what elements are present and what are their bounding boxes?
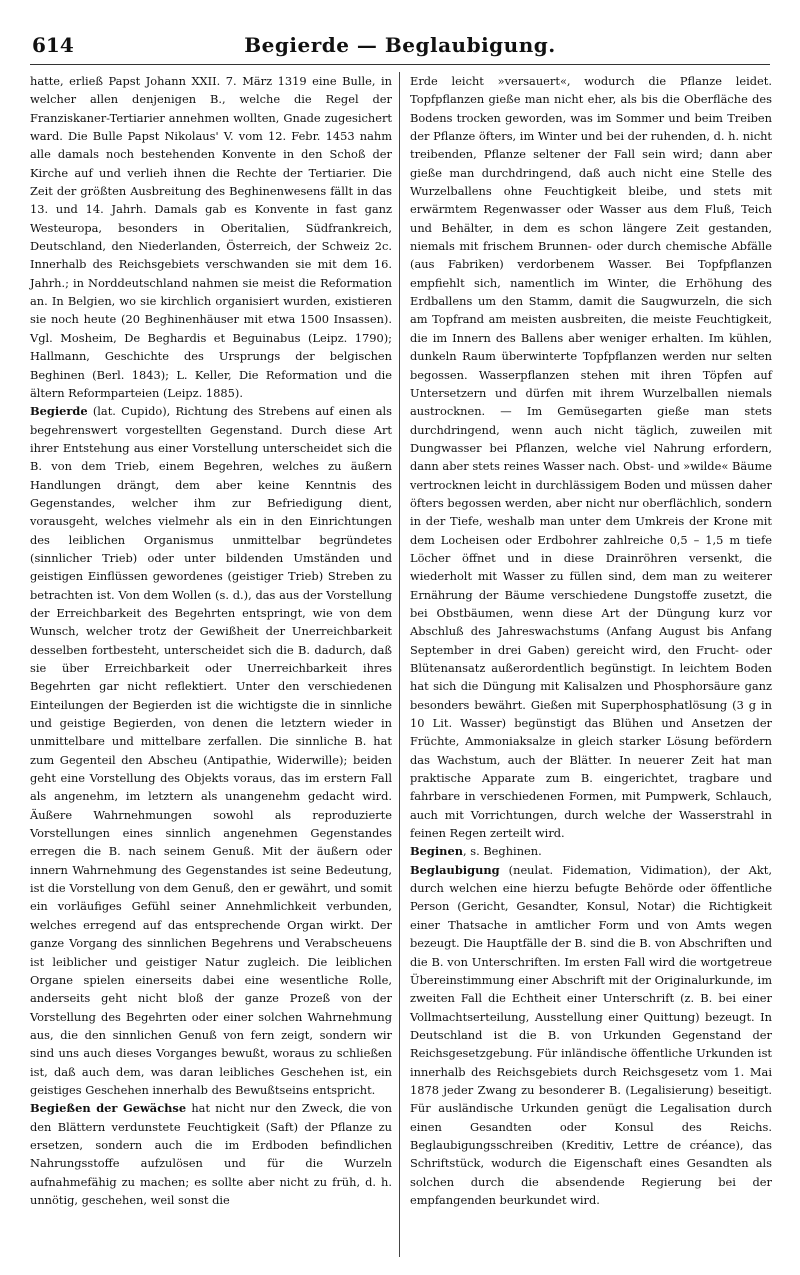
left-column — [30, 72, 392, 1209]
article-beghinen-continued: hatte, erließ Papst Johann XXII. 7. März 1319 eine Bulle, in welcher allen denjenigen B., welche die Regel der Franziskaner-Tertiarier annehmen wollten, Gnade zugesichert ward. Die Bulle Papst Nikolaus' V. vom 12. Febr. 1453 nahm alle damals noch bestehenden Konvente in den Schoß der Kirche auf und verlieh ihnen die Rechte der Tertiarier. Die Zeit der größten Ausbreitung des Beghinenwesens fällt in das 13. und 14. Jahrh. Damals gab es Konvente in fast ganz Westeuropa, besonders in Oberitalien, Südfrankreich, Deutschland, den Niederlanden, Österreich, der Schweiz 2c. Innerhalb des Reichsgebiets verschwanden sie mit dem 16. Jahrh.; in Norddeutschland nahmen sie meist die Reformation an. In Belgien, wo sie kirchlich organisiert wurden, existieren sie noch heute (20 Beghinenhäuser mit etwa 1500 Insassen). Vgl. Mosheim, De Beghardis et Beguinabus (Leipz. 1790); Hallmann, Geschichte des Ursprungs der belgischen Beghinen (Berl. 1843); L. Keller, Die Reformation und die ältern Reformparteien (Leipz. 1885). — [30, 74, 392, 400]
article-beglaubigung — [410, 861, 772, 1210]
lemma-beginen: Beginen — [410, 844, 463, 859]
article-begiessen — [30, 1099, 392, 1209]
right-column — [410, 72, 772, 1209]
column-divider — [399, 72, 400, 1257]
text-beginen: , s. Beghinen. — [462, 844, 542, 859]
text-beglaubigung: (neulat. Fidemation, Vidimation), der Akt, durch welchen eine hierzu befugte Behörde oder öffentliche Person (Gericht, Gesandter, Konsul, Notar) die Richtigkeit einer Thatsache in amtlicher Form und von Amts wegen bezeugt. Die Hauptfälle der B. sind die B. von Abschriften und die B. von Unterschriften. Im ersten Fall wird die wortgetreue Übereinstimmung einer Abschrift mit der Originalurkunde, im zweiten Fall die Echtheit einer Unterschrift (z. B. bei einer Vollmachtserteilung, Ausstellung einer Quittung) bezeugt. In Deutschland ist die B. von Urkunden Gegenstand der Reichsgesetzgebung. Für inländische öffentliche Urkunden ist innerhalb des Reichsgebiets durch Reichsgesetz vom 1. Mai 1878 jeder Zwang zu besonderer B. (Legalisierung) beseitigt. Für ausländische Urkunden genügt die Legalisation durch einen Gesandten oder Konsul des Reichs. Beglaubigungsschreiben (Kreditiv, Lettre de créance), das Schriftstück, wodurch die Eigenschaft eines Gesandten als solchen durch die absendende Regierung bei der empfangenden beurkundet wird. — [410, 862, 772, 1207]
article-begiessen-continued: Erde leicht »versauert«, wodurch die Pflanze leidet. Topfpflanzen gieße man nicht eher, als bis die Oberfläche des Bodens trocken geworden, was im Sommer und beim Treiben der Pflanze öfters, im Winter und bei der ruhenden, d. h. nicht treibenden, Pflanze seltener der Fall sein wird; dann aber gieße man durchdringend, daß auch nicht eine Stelle des Wurzelballens ohne Feuchtigkeit bleibe, und stets mit erwärmtem Regenwasser oder Wasser aus dem Fluß, Teich und Behälter, in dem es schon längere Zeit gestanden, niemals mit frischem Brunnen- oder durch chemische Abfälle (aus Fabriken) verdorbenem Wasser. Bei Topfpflanzen empfiehlt sich, namentlich im Winter, die Erhöhung des Erdballens um den Stamm, damit die Saugwurzeln, die sich am Topfrand am meisten ausbreiten, die meiste Feuchtigkeit, die im Innern des Ballens aber weniger erhalten. Im kühlen, dunkeln Raum überwinterte Topfpflanzen werden nur selten begossen. Wasserpflanzen stehen mit ihren Töpfen auf Untersetzern und dürfen mit ihrem Wurzelballen niemals austrocknen. — Im Gemüsegarten gieße man stets durchdringend, wenn auch nicht täglich, zuweilen mit Dungwasser bei Pflanzen, welche viel Nahrung erfordern, dann aber stets reines Wasser nach. Obst- und »wilde« Bäume vertrocknen leicht in durchlässigem Boden und müssen daher öfters begossen werden, aber nicht nur oberflächlich, sondern in der Tiefe, weshalb man unter dem Umkreis der Krone mit dem Locheisen oder Erdbohrer zahlreiche 0,5 – 1,5 m tiefe Löcher öffnet und in diese Drainröhren versenkt, die wiederholt mit Wasser zu füllen sind, dem man zu weiterer Ernährung der Bäume verschiedene Dungstoffe zusetzt, die bei Obstbäumen, wenn diese Art der Düngung kurz vor Abschluß des Jahreswachstums (Anfang August bis Anfang September in drei Gaben) gereicht wird, den Frucht- oder Blütenansatz außerordentlich begünstigt. In leichtem Boden hat sich die Düngung mit Kalisalzen und Phosphorsäure ganz besonders bewährt. Gießen mit Superphosphatlösung (3 g in 10 Lit. Wasser) begünstigt das Blühen und Ansetzen der Früchte, Ammoniaksalze in gleich starker Lösung befördern das Wachstum, auch der Blätter. In neuerer Zeit hat man praktische Apparate zum B. eingerichtet, tragbare und fahrbare in verschiedenen Formen, mit Pumpwerk, Schlauch, auch mit Vorrichtungen, durch welche der Wasserstrahl in feinen Regen zerteilt wird. — [410, 74, 772, 841]
article-begierde — [30, 402, 392, 1099]
article-beginen — [410, 842, 772, 860]
lemma-begierde: Begierde — [30, 404, 88, 419]
lemma-begiessen: Begießen der Gewächse — [30, 1101, 187, 1116]
text-begierde: (lat. Cupido), Richtung des Strebens auf einen als begehrenswert vorgestellten Gegenstand. Durch diese Art ihrer Entstehung aus einer Vorstellung unterscheidet sich die B. von dem Trieb, einem Begehren, welches zu äußern Handlungen drängt, dem aber keine Kenntnis des Gegenstandes, welcher ihm zur Befriedigung dient, vorausgeht, welches vielmehr als ein in den Einrichtungen des leiblichen Organismus unmittelbar begründetes (sinnlicher Trieb) oder unter bildenden Umständen und geistigen Einflüssen gewordenes (geistiger Trieb) Streben zu betrachten ist. Von dem Wollen (s. d.), das aus der Vorstellung der Erreichbarkeit des Begehrten entspringt, wie von dem Wunsch, welcher trotz der Gewißheit der Unerreichbarkeit desselben fortbesteht, unterscheidet sich die B. dadurch, daß sie über Erreichbarkeit oder Unerreichbarkeit ihres Begehrten gar nicht reflektiert. Unter den verschiedenen Einteilungen der Begierden ist die wichtigste die in sinnliche und geistige Begierden, von denen die letztern wieder in unmittelbare und mittelbare zerfallen. Die sinnliche B. hat zum Gegenteil den Abscheu (Antipathie, Widerwille); beiden geht eine Vorstellung des Objekts voraus, das im erstern Fall als angenehm, im letztern als unangenehm gedacht wird. Äußere Wahrnehmungen sowohl als reproduzierte Vorstellungen eines sinnlich angenehmen Gegenstandes erregen die B. nach seinem Genuß. Mit der äußern oder innern Wahrnehmung des Gegenstandes ist seine Bedeutung, ist die Vorstellung von dem Genuß, den er gewährt, und somit ein vorläufiges Gefühl seiner Annehmlichkeit verbunden, welches erregend auf das entsprechende Organ wirkt. Der ganze Vorgang des sinnlichen Begehrens und Verabscheuens ist leiblicher und geistiger Natur zugleich. Die leiblichen Organe spielen einerseits dabei eine wesentliche Rolle, anderseits geht nicht bloß der ganze Prozeß von der Vorstellung des Begehrten oder einer solchen Wahrnehmung aus, die den sinnlichen Genuß von fern zeigt, sondern wir sind uns auch dieses Vorganges bewußt, woraus zu schließen ist, daß auch dem, was daran leibliches Geschehen ist, ein geistiges Geschehen innerhalb des Bewußtseins entspricht. — [30, 404, 392, 1097]
page-header — [30, 30, 770, 65]
lemma-beglaubigung: Beglaubigung — [410, 862, 500, 877]
text-begiessen: hat nicht nur den Zweck, die von den Blättern verdunstete Feuchtigkeit (Saft) der Pflanze zu ersetzen, sondern auch die im Erdboden befindlichen Nahrungsstoffe aufzulösen und für die Wurzeln aufnahmefähig zu machen; es sollte aber nicht zu früh, d. h. unnötig, geschehen, weil sonst die — [30, 1101, 393, 1207]
running-title: Begierde — Beglaubigung. — [244, 33, 556, 57]
page-number: 614 — [32, 33, 74, 57]
